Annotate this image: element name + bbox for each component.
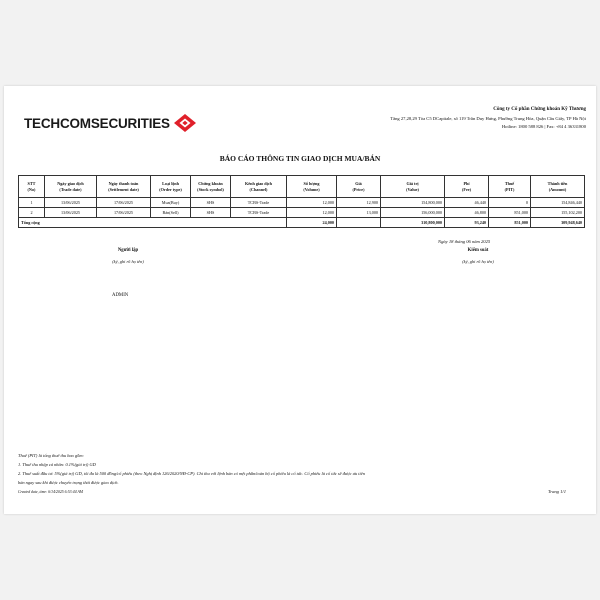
- preparer-title: Người lập: [117, 248, 139, 253]
- sign-date: Ngày 18 tháng 06 năm 2025: [438, 239, 491, 244]
- column-header-sublabel: (Fee): [461, 186, 472, 192]
- column-header-sublabel: (Stock symbol): [197, 186, 224, 192]
- controller-hint: (ký, ghi rõ họ tên): [462, 259, 494, 264]
- created-datetime: Created date, time: 6/14/2025 6:53:44 AM: [18, 490, 83, 494]
- table-row: [19, 198, 585, 208]
- notes-line-3: bán ngay sau khi được chuyển trạng thái được giao dịch.: [18, 480, 119, 485]
- total-price: [337, 218, 381, 228]
- techcom-diamond-icon: [174, 114, 196, 132]
- report-title: BÁO CÁO THÔNG TIN GIAO DỊCH MUA/BÁN: [219, 154, 381, 163]
- total-volume: 24,000: [287, 218, 337, 228]
- column-header-label: Loại lệnh: [162, 181, 179, 186]
- table-header-row: [19, 176, 585, 198]
- column-header: [287, 176, 337, 198]
- total-label: Tổng cộng: [19, 218, 287, 228]
- table-cell: TCBS-Trade: [231, 198, 287, 208]
- company-logo: [24, 114, 196, 132]
- column-header-label: Thành tiền: [547, 181, 568, 186]
- column-header-sublabel: (Order type): [159, 186, 182, 192]
- column-header-sublabel: (Settlement date): [108, 186, 139, 192]
- table-cell: 2: [19, 208, 45, 218]
- table-cell: 1: [19, 198, 45, 208]
- column-header-sublabel: (Price): [352, 186, 365, 192]
- tax-notes: [18, 451, 578, 487]
- table-cell: 156,000,000: [381, 208, 445, 218]
- preparer-hint: (ký, ghi rõ họ tên): [112, 259, 144, 264]
- page-number: Trang 1/1: [548, 489, 566, 494]
- notes-line-2: 2. Thuế suất đầu tư: 5%(giá trị) GD, tối đa là 500 đồng/cổ phiếu (theo Nghị định 126/2020/NĐ-CP). Chi thu với lệnh bán có mệt phần/toàn bộ cổ phiếu là cổ tức. Cổ phiếu là cổ tức sẽ được ưu tiên: [18, 471, 365, 476]
- table-cell: 46,800: [445, 208, 489, 218]
- column-header-sublabel: (Volume): [303, 186, 320, 192]
- table-cell: 13,000: [337, 208, 381, 218]
- company-contact: Hotline: 1800 588 826 | Fax: +84 4 36331800: [501, 124, 586, 129]
- column-header-label: Số lượng: [303, 181, 320, 186]
- column-header-label: Thuế: [504, 181, 515, 186]
- column-header: [381, 176, 445, 198]
- notes-line-1: 1. Thuế thu nhập cá nhân: 0.1%(giá trị) GD: [18, 462, 96, 467]
- table-cell: Bán(Sell): [151, 208, 191, 218]
- table-cell: 154,800,000: [381, 198, 445, 208]
- company-name: Công ty Cổ phần Chứng khoán Kỹ Thương: [493, 107, 586, 112]
- column-header: [445, 176, 489, 198]
- column-header-sublabel: (Channel): [249, 186, 268, 192]
- column-header: [151, 176, 191, 198]
- table-cell: SHS: [191, 198, 231, 208]
- total-fee: 93,240: [445, 218, 489, 228]
- table-cell: 154,846,440: [531, 198, 585, 208]
- column-header-label: Ngày thanh toán: [108, 181, 139, 186]
- table-cell: 17/06/2025: [97, 208, 151, 218]
- table-cell: 13/06/2025: [45, 198, 97, 208]
- column-header-label: Chứng khoán: [198, 181, 223, 186]
- controller-signature: [428, 248, 528, 264]
- table-cell: SHS: [191, 208, 231, 218]
- column-header-sublabel: (Value): [406, 186, 419, 192]
- notes-intro: Thuế (PIT) là tổng thuế thu bao gồm:: [18, 453, 84, 458]
- preparer-signature: [78, 248, 178, 264]
- total-value: 310,800,000: [381, 218, 445, 228]
- column-header-sublabel: (Trade date): [59, 186, 82, 192]
- table-cell: 13/06/2025: [45, 208, 97, 218]
- table-cell: 12,000: [287, 198, 337, 208]
- controller-title: Kiểm soát: [467, 248, 489, 253]
- column-header: [337, 176, 381, 198]
- table-cell: 17/06/2025: [97, 198, 151, 208]
- table-cell: 851,000: [489, 208, 531, 218]
- column-header: [531, 176, 585, 198]
- report-page: [4, 86, 596, 514]
- column-header: [489, 176, 531, 198]
- column-header-label: Kênh giao dịch: [245, 181, 272, 186]
- table-cell: Mua(Buy): [151, 198, 191, 208]
- column-header-label: Giá trị: [406, 181, 419, 186]
- column-header: [231, 176, 287, 198]
- table-cell: 12,000: [287, 208, 337, 218]
- column-header-label: Ngày giao dịch: [57, 181, 84, 186]
- table-cell: 12,900: [337, 198, 381, 208]
- table-cell: 46,440: [445, 198, 489, 208]
- column-header: [191, 176, 231, 198]
- total-pit: 851,000: [489, 218, 531, 228]
- column-header-label: STT: [27, 181, 36, 186]
- column-header-sublabel: (No): [27, 186, 36, 192]
- company-address: Tầng 27,28,29 Tòa C5 DCapitale, số 119 Trần Duy Hưng, Phường Trung Hòa, Quận Cầu Giấy, TP Hà Nội: [390, 115, 586, 121]
- preparer-name: ADMIN: [112, 293, 129, 298]
- column-header: [19, 176, 45, 198]
- transactions-table: [18, 175, 585, 228]
- column-header: [45, 176, 97, 198]
- table-cell: 155,102,200: [531, 208, 585, 218]
- logo-text: TECHCOMSECURITIES: [24, 115, 170, 131]
- table-row: [19, 208, 585, 218]
- column-header: [97, 176, 151, 198]
- table-cell: 0: [489, 198, 531, 208]
- total-amount: 309,948,640: [531, 218, 585, 228]
- column-header-label: Phí: [463, 181, 470, 186]
- total-row: [19, 218, 585, 228]
- column-header-label: Giá: [355, 181, 362, 186]
- table-cell: TCBS-Trade: [231, 208, 287, 218]
- column-header-sublabel: (Amount): [548, 186, 567, 192]
- column-header-sublabel: (PIT): [504, 186, 515, 192]
- company-info: [266, 106, 586, 132]
